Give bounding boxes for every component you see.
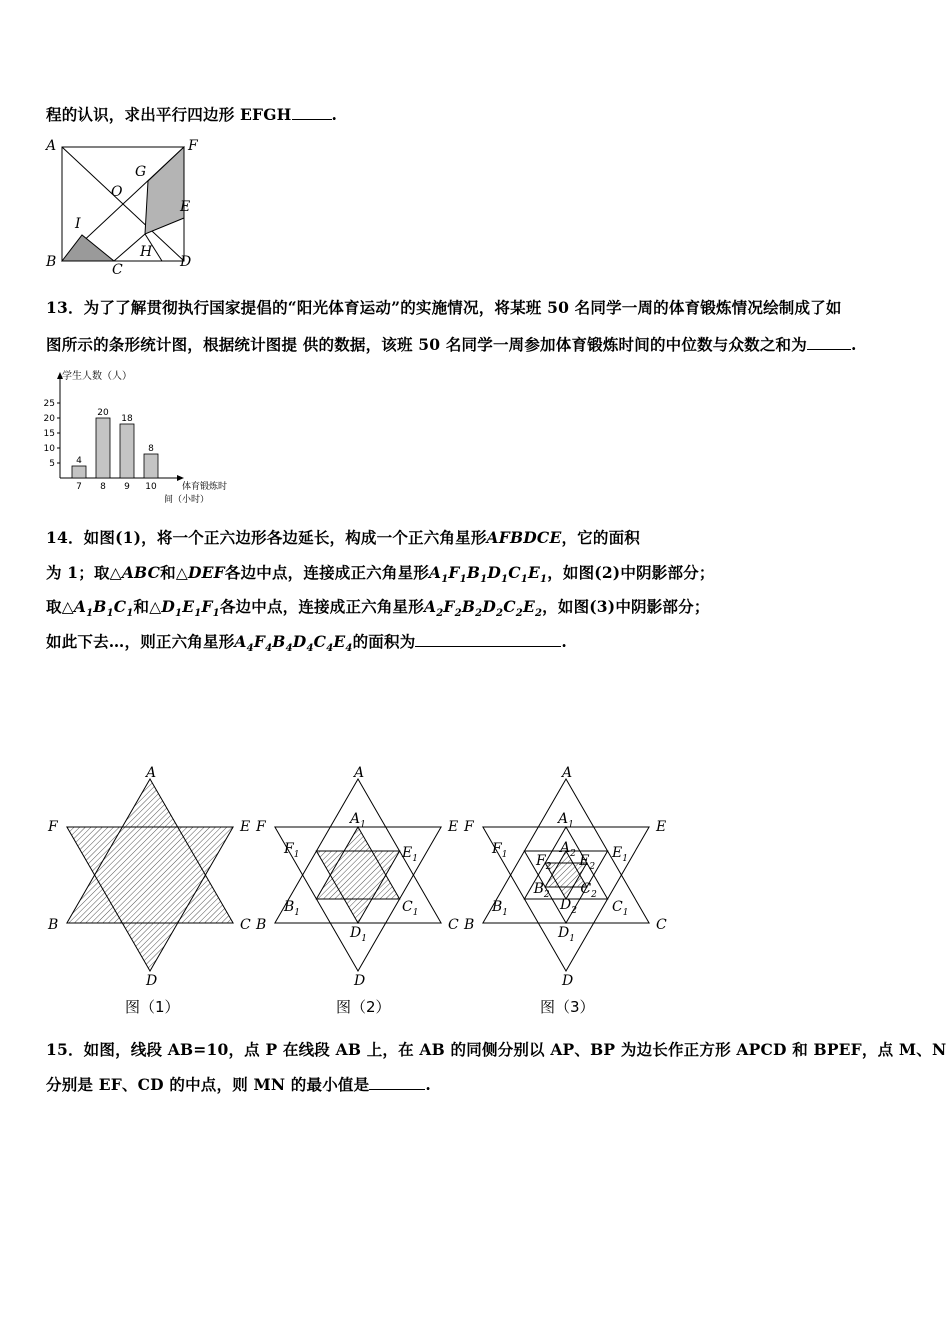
- label-d: D: [562, 973, 574, 989]
- x-axis-arrow: [177, 475, 184, 481]
- label-b1: $B_1$: [492, 899, 509, 918]
- bar-value-label-7: 4: [76, 456, 82, 466]
- label-a1: $A_1$: [558, 811, 574, 830]
- label-h: H: [140, 244, 153, 260]
- answer-blank: [807, 334, 851, 351]
- x-tick-label-10: 10: [145, 482, 157, 492]
- label-d: D: [354, 973, 366, 989]
- bar-10: [144, 454, 158, 478]
- label-f: F: [256, 819, 266, 835]
- bar-8: [96, 418, 110, 478]
- label-d: D: [180, 254, 192, 270]
- label-o: O: [111, 184, 123, 200]
- label-d1: $D_1$: [350, 925, 367, 944]
- label-d: D: [146, 973, 158, 989]
- answer-blank: [369, 1074, 425, 1091]
- y-axis-label: 学生人数（人）: [62, 371, 132, 382]
- label-c: C: [656, 917, 667, 933]
- label-c1: $C_1$: [612, 899, 629, 918]
- star-figure-3: [462, 765, 672, 990]
- q14-line3: 取$\triangle A_1B_1C_1$和$\triangle D_1E_1F_1$各边中点，连接成正六角星形$A_2F_2B_2D_2C_2E_2$，如图(3)中阴影部分；: [46, 597, 710, 620]
- x-tick-label-9: 9: [124, 482, 130, 492]
- label-e2: $E_2$: [579, 853, 596, 872]
- label-f1: $F_1$: [284, 841, 300, 860]
- q14-line4: 如此下去…，则正六角星形$A_4F_4B_4D_4C_4E_4$的面积为 .: [46, 632, 568, 655]
- label-e: E: [656, 819, 667, 835]
- label-f: F: [464, 819, 474, 835]
- label-i: I: [75, 216, 81, 232]
- q13-line1: 13．为了了解贯彻执行国家提倡的“阳光体育运动”的实施情况，将某班 50 名同学一周的体育锻炼情况绘制成了如: [46, 298, 842, 317]
- label-b: B: [256, 917, 267, 933]
- q13-line2: 图所示的条形统计图，根据统计图提 供的数据，该班 50 名同学一周参加体育锻炼时间的中位数与众数之和为 .: [46, 335, 857, 354]
- bar-9: [120, 424, 134, 478]
- label-d2: $D_2$: [560, 897, 577, 916]
- caption-figure-3: 图（3）: [540, 998, 595, 1016]
- star-figure-1: [46, 765, 256, 990]
- label-c2: $C_2$: [580, 881, 597, 900]
- label-e: E: [180, 199, 191, 215]
- bar-value-label-8: 20: [97, 408, 109, 418]
- label-b: B: [464, 917, 475, 933]
- shaded-quad-right: [145, 147, 184, 234]
- label-b2: $B_2$: [533, 881, 550, 900]
- label-a: A: [46, 138, 57, 154]
- label-e: E: [448, 819, 459, 835]
- label-f: F: [48, 819, 58, 835]
- q15-line1: 15．如图，线段 AB=10，点 P 在线段 AB 上，在 AB 的同侧分别以 AP、BP 为边长作正方形 APCD 和 BPEF，点 M、N: [46, 1040, 947, 1059]
- q14-line1: 14．如图(1)，将一个正六边形各边延长，构成一个正六角星形AFBDCE，它的面积: [46, 528, 640, 547]
- q12-tail-line: 程的认识，求出平行四边形 EFGH .: [46, 105, 338, 124]
- caption-figure-1: 图（1）: [125, 998, 180, 1016]
- bar-value-label-10: 8: [148, 444, 154, 454]
- x-tick-label-8: 8: [100, 482, 106, 492]
- star-figure-2: [254, 765, 464, 990]
- label-a: A: [146, 765, 157, 781]
- y-tick-label-15: 15: [43, 429, 55, 439]
- label-b: B: [46, 254, 57, 270]
- label-f: F: [188, 138, 198, 154]
- label-b: B: [48, 917, 59, 933]
- label-c: C: [240, 917, 251, 933]
- answer-blank: [292, 104, 332, 121]
- answer-blank: [415, 631, 561, 648]
- label-c1: $C_1$: [402, 899, 419, 918]
- label-c: C: [448, 917, 459, 933]
- bar-value-label-9: 18: [121, 414, 133, 424]
- x-axis-label-line1: 体育锻炼时: [182, 482, 228, 492]
- label-c: C: [112, 262, 123, 278]
- y-tick-label-20: 20: [43, 414, 55, 424]
- y-tick-label-25: 25: [43, 399, 55, 409]
- label-e1: $E_1$: [612, 845, 628, 864]
- label-f1: $F_1$: [492, 841, 508, 860]
- label-a: A: [562, 765, 573, 781]
- label-a2: $A_2$: [560, 840, 576, 859]
- x-axis-label-line2: 间（小时）: [164, 495, 210, 505]
- bar-chart: [44, 366, 244, 506]
- label-d1: $D_1$: [558, 925, 575, 944]
- y-tick-label-5: 5: [49, 459, 55, 469]
- label-e: E: [240, 819, 251, 835]
- bar-7: [72, 466, 86, 478]
- y-tick-label-10: 10: [43, 444, 55, 454]
- shaded-star: [316, 827, 399, 923]
- label-f2: $F_2$: [536, 853, 552, 872]
- label-a: A: [354, 765, 365, 781]
- shaded-star: [67, 779, 233, 971]
- label-b1: $B_1$: [284, 899, 301, 918]
- label-g: G: [135, 164, 147, 180]
- shaded-triangle-left: [62, 235, 114, 261]
- label-a1: $A_1$: [350, 811, 366, 830]
- q15-line2: 分别是 EF、CD 的中点，则 MN 的最小值是 .: [46, 1075, 431, 1094]
- square-figure: [44, 138, 204, 278]
- caption-figure-2: 图（2）: [336, 998, 391, 1016]
- x-tick-label-7: 7: [76, 482, 82, 492]
- q14-line2: 为 1；取△ABC和△DEF各边中点，连接成正六角星形$A_1F_1B_1D_1C_1E_1$，如图(2)中阴影部分；: [46, 563, 715, 586]
- label-e1: $E_1$: [402, 845, 418, 864]
